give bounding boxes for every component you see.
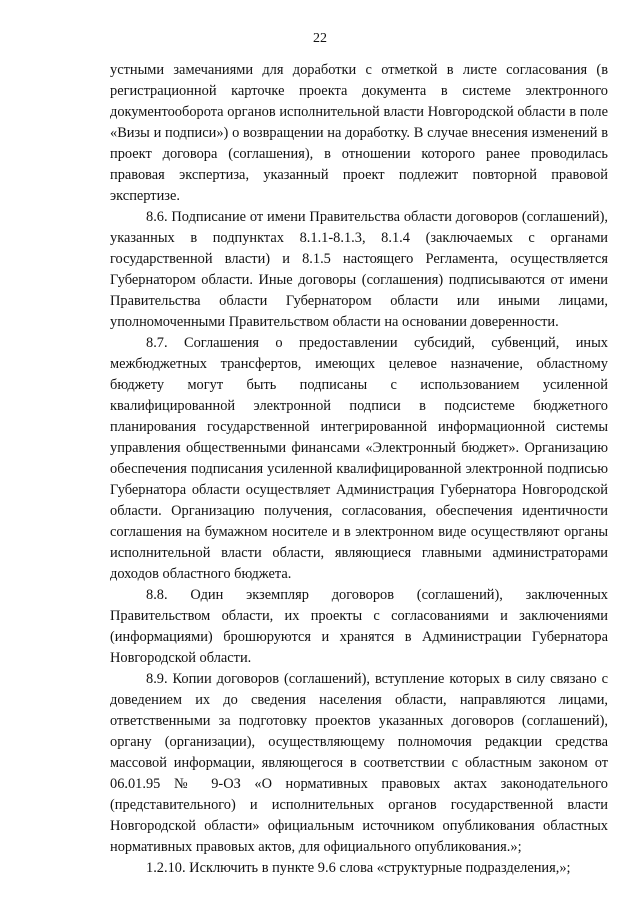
paragraph-1-2-10: 1.2.10. Исключить в пункте 9.6 слова «структурные подразделения,»; (146, 860, 571, 876)
paragraph-8-9: 8.9. Копии договоров (соглашений), вступление которых в силу связано с доведением их до сведения населения области, направляются лицами, ответственными за подготовку проектов указанных договоров (соглашений), органу (организации), осуществляющему полномочия редакции средства массовой информации, являющегося в соответствии с областным законом от 06.01.95 № 9-ОЗ «О нормативных правовых актах законодательного (представительного) и исполнительных органов государственной власти Новгородской области» официальным источником опубликования областных нормативных правовых актов, для официального опубликования.»; (110, 671, 608, 855)
paragraph-8-6: 8.6. Подписание от имени Правительства области договоров (соглашений), указанных в подпунктах 8.1.1-8.1.3, 8.1.4 (заключаемых с органами государственной власти) и 8.1.5 настоящего Регламента, осуществляется Губернатором области. Иные договоры (соглашения) подписываются от имени Правительства области Губернатором области или иными лицами, уполномоченными Правительством области на основании доверенности. (110, 209, 608, 330)
paragraph-8-8: 8.8. Один экземпляр договоров (соглашений), заключенных Правительством области, их проекты с согласованиями и заключениями (информациями) брошюруются и хранятся в Администрации Губернатора Новгородской области. (110, 587, 608, 666)
page-number: 22 (313, 31, 327, 46)
document-body (110, 60, 608, 879)
paragraph-8-7: 8.7. Соглашения о предоставлении субсидий, субвенций, иных межбюджетных трансфертов, имеющих целевое назначение, областному бюджету могут быть подписаны с использованием усиленной квалифицированной электронной подписи в подсистеме бюджетного планирования государственной интегрированной информационной системы управления общественными финансами «Электронный бюджет». Организацию обеспечения подписания усиленной квалифицированной электронной подписью Губернатора области осуществляет Администрация Губернатора Новгородской области. Организацию получения, согласования, обеспечения идентичности соглашения на бумажном носителе и в электронном виде осуществляют органы исполнительной власти области, являющиеся главными администраторами доходов областного бюджета. (110, 335, 608, 582)
paragraph-continuation: устными замечаниями для доработки с отметкой в листе согласования (в регистрационной карточке проекта документа в системе электронного документооборота органов исполнительной власти Новгородской области в поле «Визы и подписи») о возвращении на доработку. В случае внесения изменений в проект договора (соглашения), в отношении которого ранее проводилась правовая экспертиза, указанный проект подлежит повторной правовой экспертизе. (110, 62, 608, 204)
